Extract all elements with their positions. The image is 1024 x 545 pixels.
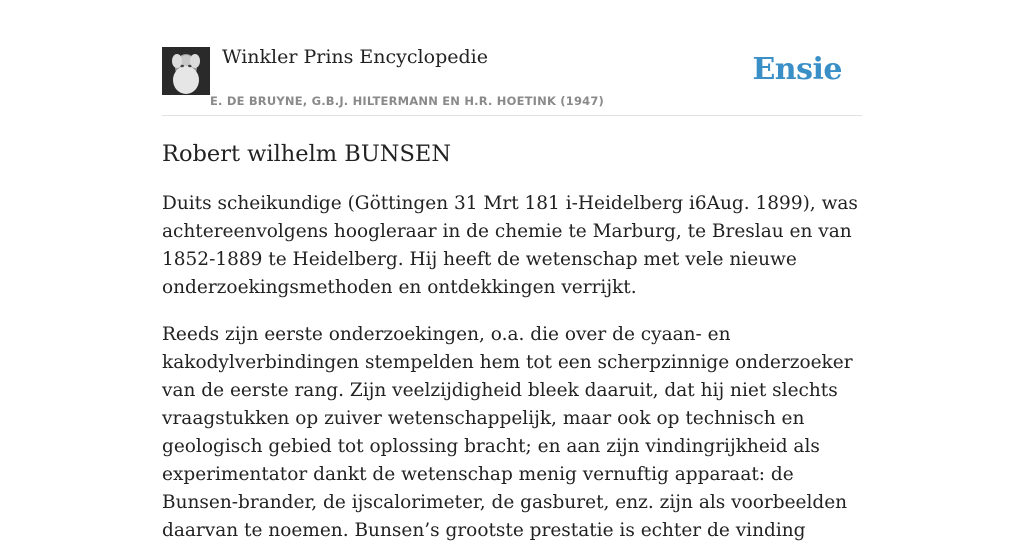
author-avatar[interactable] [162,47,210,95]
page-header [162,44,862,116]
article-title: Robert wilhelm BUNSEN [162,141,452,167]
article [162,138,864,545]
portrait-icon [162,47,210,95]
article-paragraph-1: Duits scheikundige (Göttingen 31 Mrt 181 i-Heidelberg i6Aug. 1899), was achtereenvolgens hoogleraar in de chemie te Marburg, te Breslau en van 1852-1889 te Heidelberg. Hij heeft de wetenschap met vele nieuwe onderzoekingsmethoden en ontdekkingen verrijkt. [162,193,858,298]
site-title[interactable]: Winkler Prins Encyclopedie [222,46,488,68]
article-paragraph-2: Reeds zijn eerste onderzoekingen, o.a. die over de cyaan- en kakodylverbindingen stempelden hem tot een scherpzinnige onderzoeker van de eerste rang. Zijn veelzijdigheid bleek daaruit, dat hij niet slechts vraagstukken op zuiver wetenschappelijk, maar ook op technisch en geologisch gebied tot oplossing bracht; en aan zijn vindingrijkheid als experimentator dankt de wetenschap menig vernuftig apparaat: de Bunsen-brander, de ijscalorimeter, de gasburet, enz. zijn als voorbeelden daarvan te noemen. Bunsen’s grootste prestatie is echter de vinding [162,324,853,541]
authors-credit: E. DE BRUYNE, G.B.J. HILTERMANN EN H.R. HOETINK (1947) [210,94,605,108]
ensie-logo-link[interactable]: Ensie [752,52,842,87]
